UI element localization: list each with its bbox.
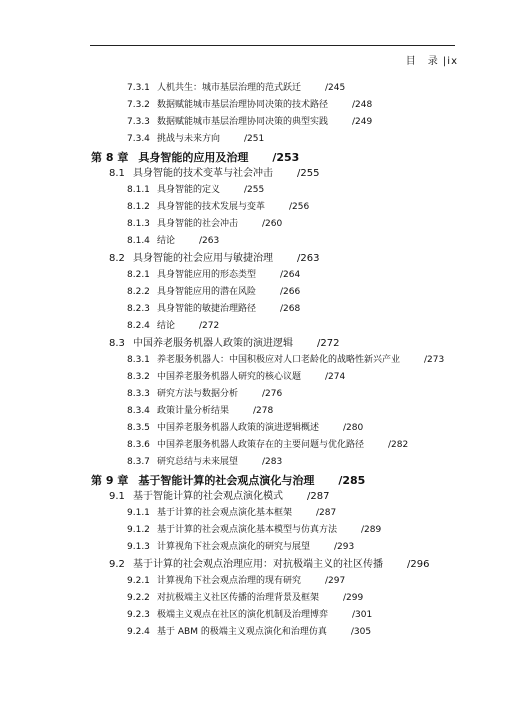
entry-number: 9.2.1: [127, 576, 150, 586]
chapter-entry: [91, 152, 299, 163]
entry-page: /293: [334, 542, 355, 552]
entry-page: /260: [262, 219, 283, 229]
section-title: 具身智能的社会应用与敏捷治理: [133, 253, 273, 264]
toc-entry: [127, 271, 300, 280]
entry-title: 基于计算的社会观点演化基本框架: [157, 508, 293, 518]
entry-page: /273: [424, 355, 445, 365]
section-title: 具身智能的技术变革与社会冲击: [133, 168, 273, 179]
entry-title: 政策计量分析结果: [157, 406, 230, 416]
entry-number: 8.2.4: [127, 321, 150, 331]
section-page: /263: [297, 253, 320, 264]
entry-number: 8.3.4: [127, 406, 150, 416]
toc-entry: [127, 84, 345, 93]
entry-title: 结论: [157, 321, 176, 331]
entry-number: 9.2.4: [127, 627, 150, 637]
toc-entry: [127, 237, 219, 246]
entry-page: /297: [325, 576, 346, 586]
entry-number: 8.2.3: [127, 304, 150, 314]
toc-entry: [127, 526, 381, 535]
entry-title: 计算视角下社会观点治理的现有研究: [157, 576, 302, 586]
toc-entry: [127, 356, 444, 365]
entry-title: 中国养老服务机器人政策存在的主要问题与优化路径: [157, 440, 365, 450]
entry-number: 8.3.7: [127, 457, 150, 467]
entry-page: /256: [289, 202, 310, 212]
entry-page: /251: [244, 134, 265, 144]
entry-number: 8.1.1: [127, 185, 150, 195]
entry-page: /276: [262, 389, 283, 399]
section-number: 8.2: [109, 253, 125, 264]
toc-entry: [127, 118, 372, 127]
entry-page: /280: [343, 423, 364, 433]
toc-entry: [127, 390, 282, 399]
entry-number: 7.3.1: [127, 83, 150, 93]
entry-number: 9.2.3: [127, 610, 150, 620]
toc-entry: [127, 628, 371, 637]
toc-entry: [127, 220, 282, 229]
entry-number: 8.1.2: [127, 202, 150, 212]
entry-number: 9.1.2: [127, 525, 150, 535]
chapter-number: 第 9 章: [91, 474, 129, 487]
section-entry: [109, 254, 319, 264]
entry-title: 计算视角下社会观点演化的研究与展望: [157, 542, 311, 552]
entry-page: /255: [244, 185, 265, 195]
entry-number: 8.2.2: [127, 287, 150, 297]
entry-title: 具身智能应用的潜在风险: [157, 287, 257, 297]
section-number: 8.1: [109, 168, 125, 179]
section-page: /296: [407, 559, 430, 570]
entry-page: /299: [343, 593, 364, 603]
entry-number: 7.3.3: [127, 117, 150, 127]
section-page: /287: [307, 491, 330, 502]
chapter-number: 第 8 章: [91, 151, 129, 164]
entry-title: 养老服务机器人：中国积极应对人口老龄化的战略性新兴产业: [157, 355, 401, 365]
header-label: 目 录 |ix: [405, 56, 458, 67]
entry-title: 中国养老服务机器人研究的核心议题: [157, 372, 302, 382]
chapter-title: 具身智能的应用及治理: [138, 151, 249, 164]
entry-title: 挑战与未来方向: [157, 134, 221, 144]
entry-title: 具身智能应用的形态类型: [157, 270, 257, 280]
entry-title: 具身智能的社会冲击: [157, 219, 239, 229]
section-title: 基于智能计算的社会观点演化模式: [133, 491, 283, 502]
toc-entry: [127, 322, 219, 331]
toc-entry: [127, 594, 363, 603]
entry-title: 中国养老服务机器人政策的演进逻辑概述: [157, 423, 320, 433]
entry-page: /283: [262, 457, 283, 467]
chapter-page: /285: [338, 474, 366, 487]
entry-number: 9.1.1: [127, 508, 150, 518]
section-entry: [109, 492, 329, 502]
toc-entry: [127, 373, 345, 382]
toc-entry: [127, 441, 408, 450]
entry-number: 8.3.5: [127, 423, 150, 433]
toc-entry: [127, 135, 264, 144]
section-title: 基于计算的社会观点治理应用：对抗极端主义的社区传播: [133, 559, 383, 570]
entry-number: 9.1.3: [127, 542, 150, 552]
entry-page: /301: [352, 610, 373, 620]
toc-entry: [127, 424, 363, 433]
entry-page: /287: [316, 508, 337, 518]
section-title: 中国养老服务机器人政策的演进逻辑: [133, 338, 293, 349]
entry-number: 8.3.6: [127, 440, 150, 450]
entry-title: 具身智能的敏捷治理路径: [157, 304, 257, 314]
toc-entry: [127, 305, 300, 314]
entry-number: 8.1.4: [127, 236, 150, 246]
entry-page: /274: [325, 372, 346, 382]
entry-page: /272: [199, 321, 220, 331]
toc-entry: [127, 611, 372, 620]
entry-title: 数据赋能城市基层治理协同决策的典型实践: [157, 117, 329, 127]
toc-entry: [127, 458, 282, 467]
entry-title: 具身智能的技术发展与变革: [157, 202, 266, 212]
entry-title: 结论: [157, 236, 176, 246]
chapter-page: /253: [272, 151, 300, 164]
toc-entry: [127, 101, 372, 110]
entry-title: 数据赋能城市基层治理协同决策的技术路径: [157, 100, 329, 110]
section-number: 9.1: [109, 491, 125, 502]
toc-entry: [127, 186, 264, 195]
section-entry: [109, 339, 339, 349]
entry-number: 8.2.1: [127, 270, 150, 280]
toc-entry: [127, 288, 300, 297]
entry-page: /268: [280, 304, 301, 314]
section-page: /272: [317, 338, 340, 349]
entry-page: /245: [325, 83, 346, 93]
entry-title: 研究总结与未来展望: [157, 457, 239, 467]
entry-title: 基于 ABM 的极端主义观点演化和治理仿真: [157, 627, 327, 637]
toc-entry: [127, 509, 336, 518]
entry-number: 8.3.2: [127, 372, 150, 382]
entry-page: /249: [352, 117, 373, 127]
entry-page: /278: [253, 406, 274, 416]
entry-page: /289: [361, 525, 382, 535]
entry-number: 8.3.3: [127, 389, 150, 399]
entry-title: 具身智能的定义: [157, 185, 221, 195]
entry-page: /263: [199, 236, 220, 246]
entry-number: 8.1.3: [127, 219, 150, 229]
toc-entry: [127, 577, 345, 586]
entry-page: /248: [352, 100, 373, 110]
toc-entry: [127, 203, 309, 212]
entry-number: 9.2.2: [127, 593, 150, 603]
entry-title: 人机共生：城市基层治理的范式跃迁: [157, 83, 302, 93]
entry-page: /282: [388, 440, 409, 450]
chapter-title: 基于智能计算的社会观点演化与治理: [138, 474, 315, 487]
entry-title: 基于计算的社会观点演化基本模型与仿真方法: [157, 525, 338, 535]
entry-title: 对抗极端主义社区传播的治理背景及框架: [157, 593, 320, 603]
entry-page: /305: [350, 627, 372, 637]
section-number: 9.2: [109, 559, 125, 570]
section-page: /255: [297, 168, 320, 179]
toc-entry: [127, 543, 354, 552]
section-entry: [109, 169, 319, 179]
section-number: 8.3: [109, 338, 125, 349]
entry-page: /266: [280, 287, 301, 297]
entry-number: 8.3.1: [127, 355, 150, 365]
entry-title: 极端主义观点在社区的演化机制及治理博弈: [157, 610, 329, 620]
chapter-entry: [91, 475, 365, 486]
entry-title: 研究方法与数据分析: [157, 389, 239, 399]
entry-number: 7.3.2: [127, 100, 150, 110]
entry-number: 7.3.4: [127, 134, 150, 144]
entry-page: /264: [280, 270, 301, 280]
section-entry: [109, 560, 429, 570]
toc-entry: [127, 407, 273, 416]
